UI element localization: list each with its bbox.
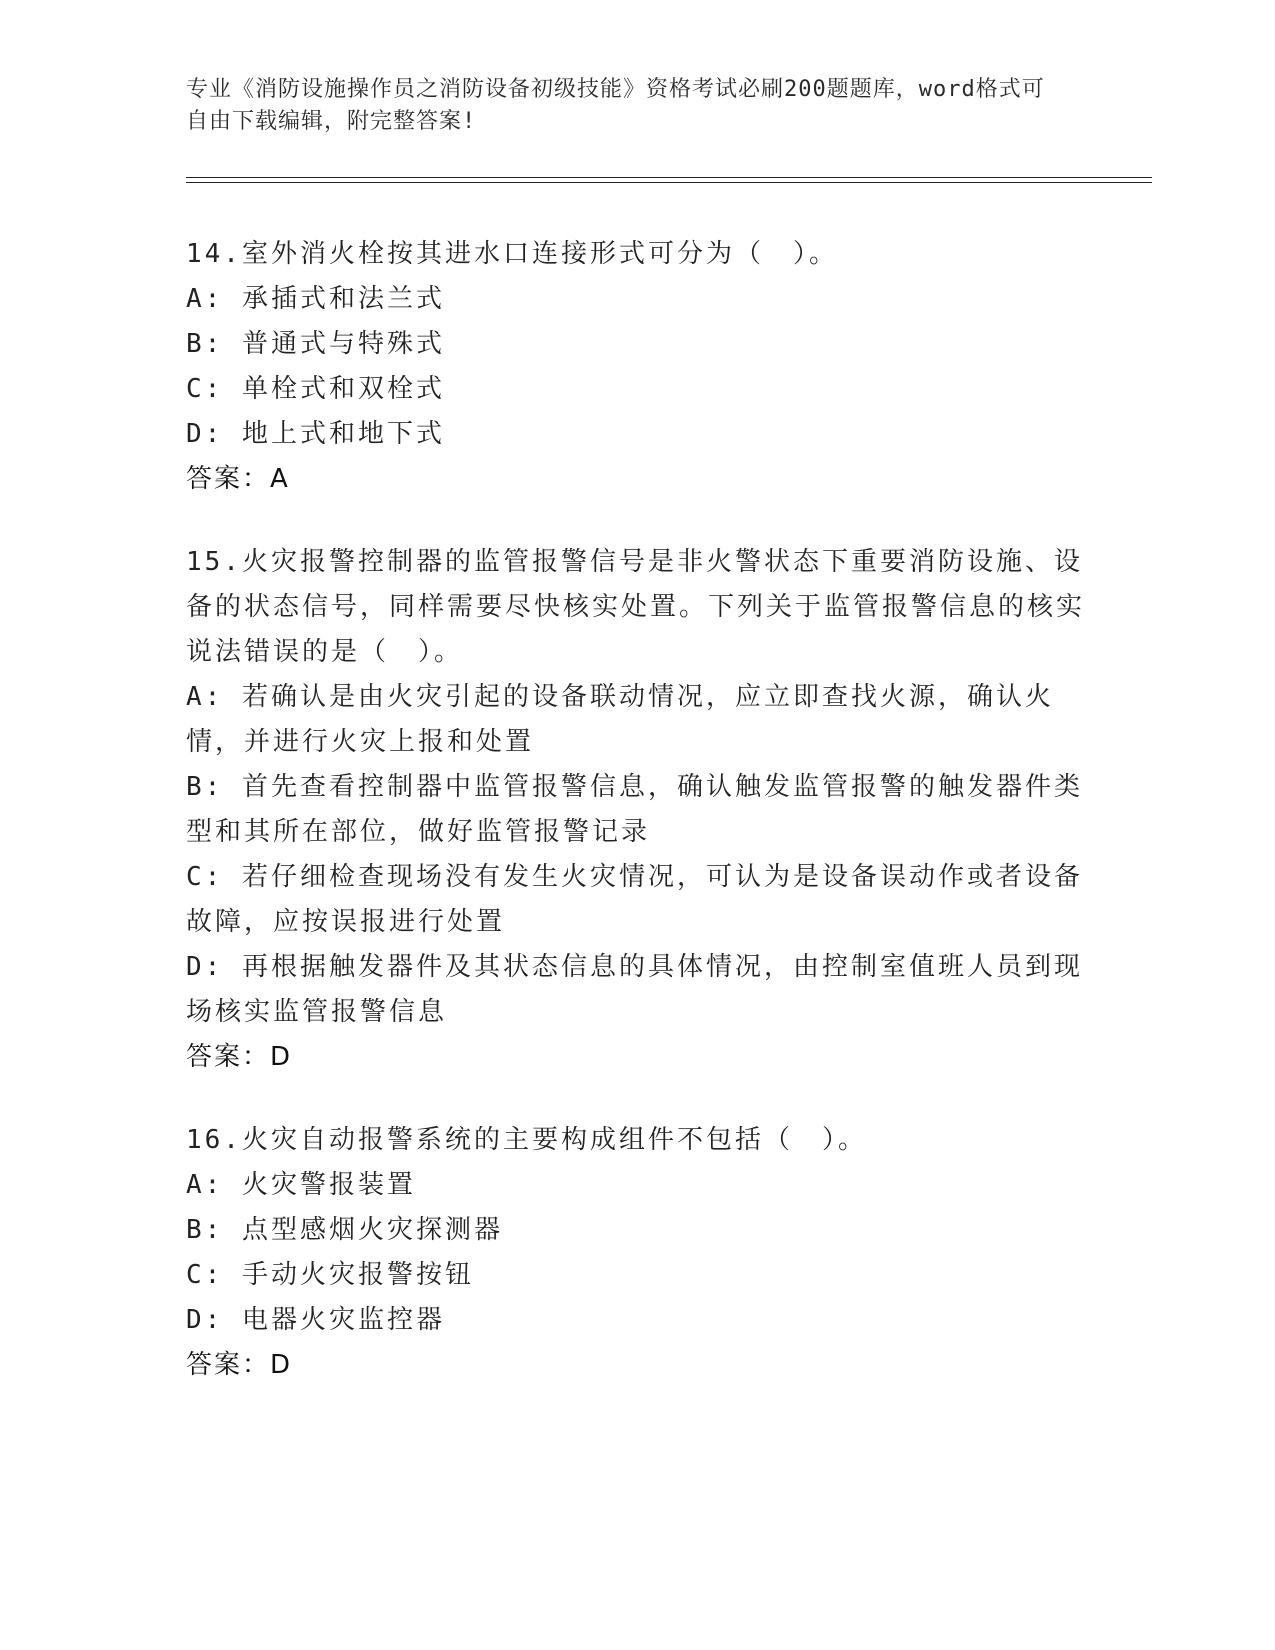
question-stem: 15.火灾报警控制器的监管报警信号是非火警状态下重要消防设施、设备的状态信号，同样需要尽快核实处置。下列关于监管报警信息的核实说法错误的是（ ）。 <box>186 547 1086 667</box>
question-14 <box>186 232 1086 502</box>
question-16 <box>186 1118 1086 1388</box>
answer: 答案：D <box>186 1042 293 1072</box>
answer: 答案：D <box>186 1350 293 1380</box>
option-a: A: 若确认是由火灾引起的设备联动情况，应立即查找火源，确认火情，并进行火灾上报和处置 <box>186 682 1054 757</box>
option-a: A: 火灾警报装置 <box>186 1170 416 1200</box>
option-a: A: 承插式和法兰式 <box>186 284 445 314</box>
option-c: C: 若仔细检查现场没有发生火灾情况，可认为是设备误动作或者设备故障，应按误报进行处置 <box>186 862 1083 937</box>
question-stem: 14.室外消火栓按其进水口连接形式可分为（ ）。 <box>186 239 838 269</box>
document-header: 专业《消防设施操作员之消防设备初级技能》资格考试必刷200题题库，word格式可自由下载编辑，附完整答案! <box>186 77 1045 134</box>
option-c: C: 单栓式和双栓式 <box>186 374 445 404</box>
question-stem: 16.火灾自动报警系统的主要构成组件不包括（ ）。 <box>186 1125 867 1155</box>
header-divider-bottom <box>186 182 1152 183</box>
option-d: D: 电器火灾监控器 <box>186 1305 445 1335</box>
question-list <box>186 232 1086 1426</box>
option-d: D: 地上式和地下式 <box>186 419 445 449</box>
option-d: D: 再根据触发器件及其状态信息的具体情况，由控制室值班人员到现场核实监管报警信息 <box>186 952 1083 1027</box>
option-c: C: 手动火灾报警按钮 <box>186 1260 474 1290</box>
option-b: B: 普通式与特殊式 <box>186 329 445 359</box>
answer: 答案：A <box>186 464 290 494</box>
option-b: B: 点型感烟火灾探测器 <box>186 1215 503 1245</box>
question-15 <box>186 540 1086 1080</box>
header-divider-top <box>186 177 1152 178</box>
option-b: B: 首先查看控制器中监管报警信息，确认触发监管报警的触发器件类型和其所在部位，做好监管报警记录 <box>186 772 1083 847</box>
